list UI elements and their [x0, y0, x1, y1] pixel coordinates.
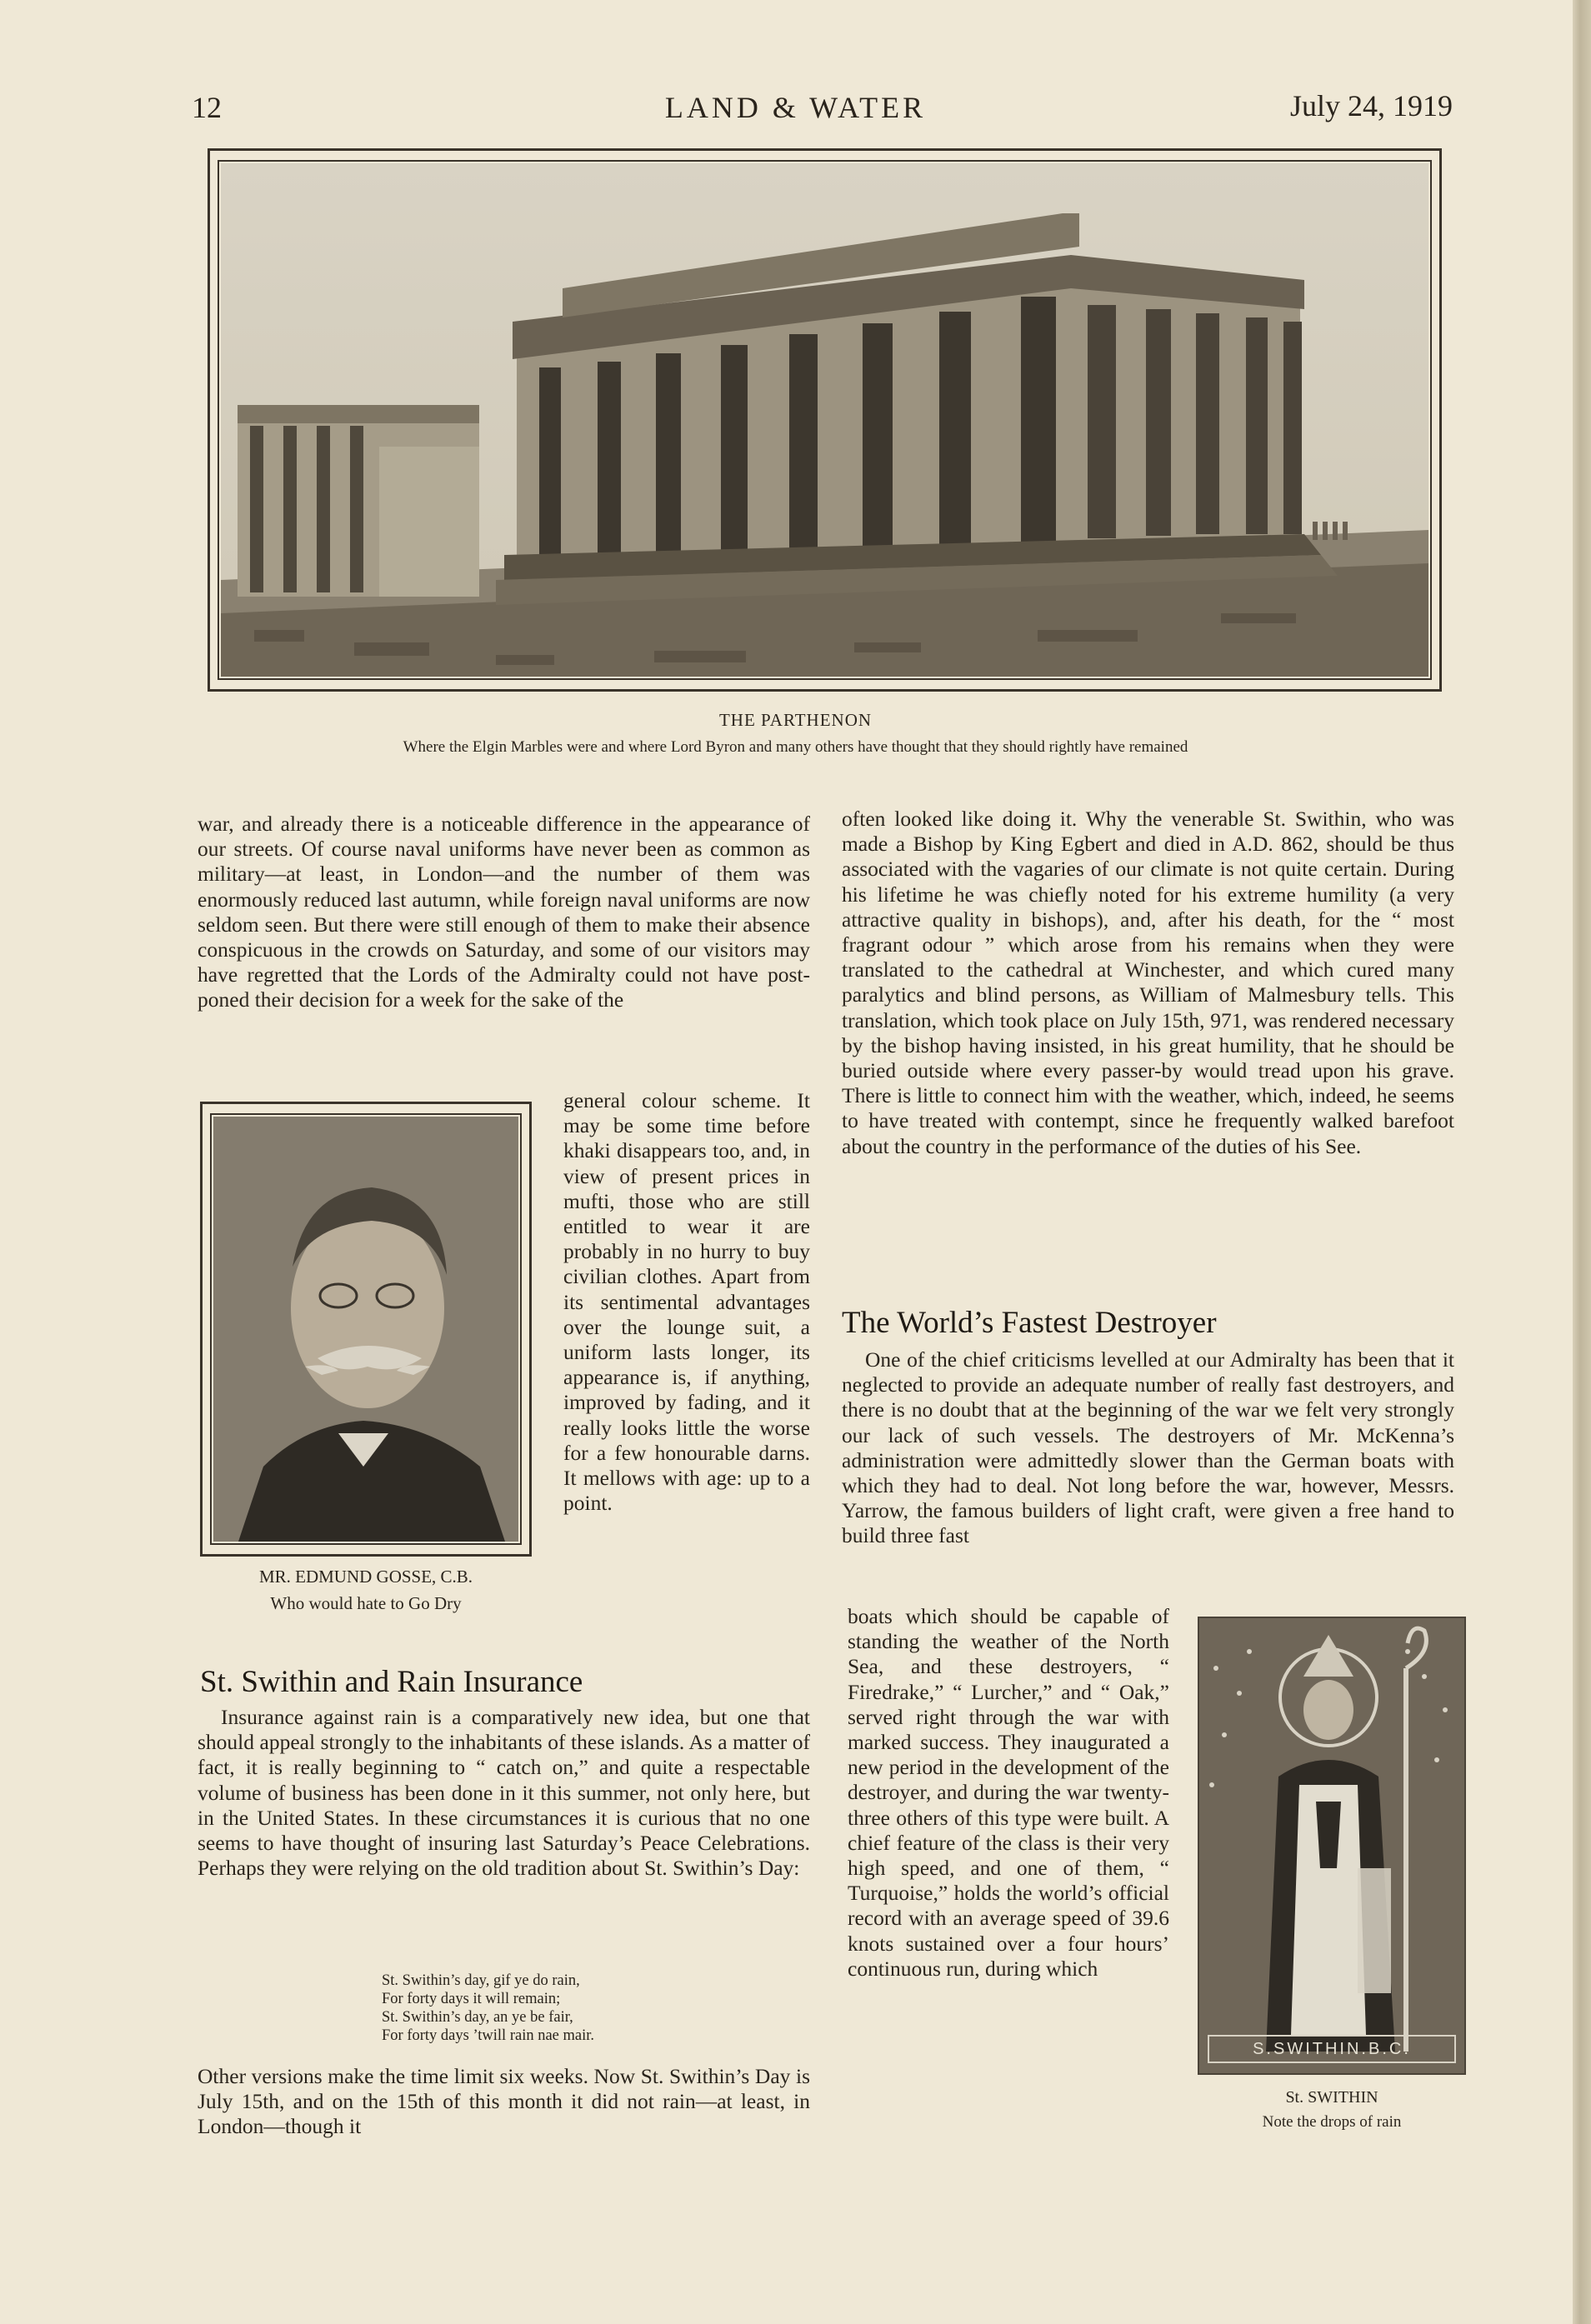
- portrait-caption-title: MR. EDMUND GOSSE, C.B.: [258, 1567, 473, 1587]
- parthenon-caption-title: THE PARTHENON: [718, 710, 873, 730]
- parthenon-caption-subtitle: Where the Elgin Marbles were and where Lord Byron and many others have thought that they should rightly have remained: [403, 738, 1188, 756]
- page-number: 12: [192, 91, 222, 124]
- page-edge: [1573, 0, 1591, 2324]
- section-heading-st-swithin: St. Swithin and Rain Insurance: [200, 1665, 583, 1699]
- verse-line: For forty days ’twill rain nae mair.: [382, 2027, 595, 2044]
- issue-date: July 24, 1919: [1290, 89, 1453, 122]
- verse-line: St. Swithin’s day, an ye be fair,: [382, 2009, 573, 2026]
- portrait-photo: [213, 1117, 518, 1542]
- verse-line: St. Swithin’s day, gif ye do rain,: [382, 1972, 580, 1989]
- saint-plate-text: S.SWITHIN.B.C.: [1208, 2035, 1456, 2063]
- left-column-para2: Insurance against rain is a comparatively new idea, but one that should appeal strongly to the inhabitants of these islands. As a matter of fact, it is really beginning to “ catch on,” and quite a respectable volume of business has been done in it this summer, not only here, but in the United States. In these circumstances it is curious that no one seems to have thought of insuring last Saturday’s Peace Celebrations. Perhaps they were relying on the old tradition about St. Swithin’s Day:: [198, 1705, 810, 1881]
- left-column-para3: Other versions make the time limit six weeks. Now St. Swithin’s Day is July 15th, and on the 15th of this month it did not rain—at least, in London—though it: [198, 2064, 810, 2139]
- left-column-para1: war, and already there is a noticeable difference in the appearance of our streets. Of course naval uniforms have never been as common as military—at least, in London—and the number of them was enormously reduced last autumn, while foreign naval uniforms are now seldom seen. But there were still enough of them to make their absence conspicuous in the crowds on Saturday, and some of our visitors may have regretted that the Lords of the Admiralty could not have post-poned their decision for a week for the sake of the: [198, 812, 810, 1012]
- verse: [382, 1972, 594, 2045]
- parthenon-photo: [221, 163, 1428, 677]
- verse-line: For forty days it will remain;: [382, 1991, 561, 2007]
- publication-title: LAND & WATER: [664, 91, 927, 124]
- right-column-para2-wrap: boats which should be capable of standing the weather of the North Sea, and these destroyers, “ Firedrake,” “ Lurcher,” and “ Oak,” served right through the war with marked success. They inaugurated a new period in the development of the destroyer, and during the war twenty-three others of this type were built. A chief feature of the class is their very high speed, and one of them, “ Turquoise,” holds the world’s official record with an average speed of 39.6 knots sustained over a four hours’ continuous run, during which: [848, 1604, 1169, 1981]
- right-column-para2: One of the chief criticisms levelled at our Admiralty has been that it neglected to provide an adequate number of really fast destroyers, and there is no doubt that at the beginning of the war we felt very strongly our lack of such vessels. The destroyers of Mr. McKenna’s administration were admittedly slower than the German boats with which they had to deal. Not long before the war, however, Messrs. Yarrow, the famous builders of light craft, were given a free hand to build three fast: [842, 1347, 1454, 1548]
- left-column-para1-wrap: general colour scheme. It may be some time before khaki disappears too, and, in view of present prices in mufti, those who are still entitled to wear it are probably in no hurry to buy civilian clothes. Apart from its sentimental advantages over the lounge suit, a uniform lasts longer, its appearance is, if anything, improved by fading, and it really looks little the worse for a few honourable darns. It mellows with age: up to a point.: [563, 1088, 810, 1516]
- saint-caption-title: St. SWITHIN: [1285, 2088, 1378, 2107]
- portrait-caption-subtitle: Who would hate to Go Dry: [270, 1593, 462, 1613]
- right-column-para1: often looked like doing it. Why the venerable St. Swithin, who was made a Bishop by King Egbert and died in A.D. 862, should be thus associated with the vagaries of our climate is not quite certain. During his lifetime he was chiefly noted for his extreme humility (a very attractive quality in bishops), and, after his death, for the “ most fragrant odour ” which arose from his remains when they were translated to the cathedral at Winchester, and which cured many paralytics and blind persons, as William of Malmesbury tells. This translation, which took place on July 15th, 971, was rendered necessary by the bishop having insisted, in his great humility, that he should be buried outside where every passer-by would tread upon his grave. There is little to connect him with the weather, which, indeed, he seems to have treated with contempt, since he frequently walked barefoot about the country in the performance of the duties of his See.: [842, 807, 1454, 1158]
- saint-photo: [1198, 1617, 1466, 2075]
- saint-caption-subtitle: Note the drops of rain: [1262, 2113, 1402, 2131]
- section-heading-destroyer: The World’s Fastest Destroyer: [842, 1306, 1217, 1340]
